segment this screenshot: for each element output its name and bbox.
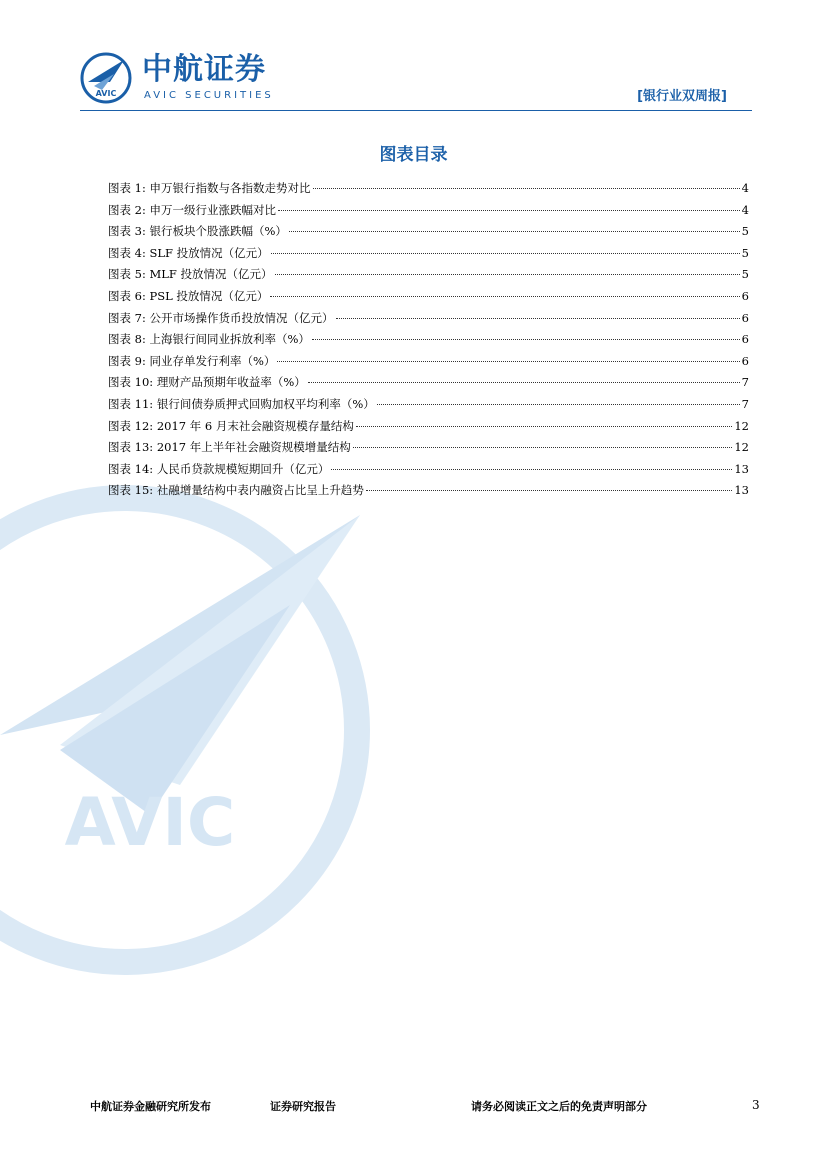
toc-item-label: 图表 5: MLF 投放情况（亿元） [108, 267, 273, 282]
watermark-text: AVIC [64, 784, 236, 861]
toc-item-page: 5 [741, 224, 749, 239]
page-number: 3 [752, 1098, 760, 1112]
logo-english-name: AVIC SECURITIES [144, 90, 274, 101]
toc-leader-dots [312, 325, 740, 340]
company-logo [80, 52, 310, 106]
toc-item-page: 6 [741, 353, 749, 368]
toc-title: 图表目录 [379, 145, 448, 165]
toc-item-page: 13 [734, 461, 749, 476]
toc-item-label: 图表 1: 申万银行指数与各指数走势对比 [108, 181, 311, 195]
table-of-figures [108, 177, 749, 501]
toc-item-page: 12 [734, 440, 749, 455]
toc-item-page: 4 [741, 202, 749, 217]
toc-item[interactable] [108, 479, 749, 501]
toc-leader-dots [278, 196, 740, 211]
toc-leader-dots [289, 217, 740, 232]
toc-item-page: 12 [734, 418, 749, 433]
toc-item-label: 图表 2: 申万一级行业涨跌幅对比 [108, 202, 277, 217]
page-footer [0, 1097, 827, 1117]
toc-item-page: 6 [741, 288, 749, 303]
toc-item-page: 7 [741, 375, 749, 390]
toc-leader-dots [356, 412, 732, 427]
toc-item-label: 图表 6: PSL 投放情况（亿元） [108, 288, 269, 303]
logo-chinese-name: 中航证券 [142, 52, 266, 87]
toc-item-label: 图表 14: 人民币贷款规模短期回升（亿元） [108, 461, 330, 476]
toc-item-label: 图表 9: 同业存单发行利率（%） [108, 353, 276, 368]
toc-item-page: 4 [741, 181, 749, 195]
footer-report-type: 证券研究报告 [270, 1100, 336, 1113]
toc-item-page: 6 [741, 332, 749, 347]
toc-leader-dots [271, 239, 740, 254]
logo-mark-text: AVIC [95, 89, 117, 98]
avic-watermark [0, 485, 370, 975]
toc-leader-dots [353, 433, 733, 448]
toc-leader-dots [277, 347, 739, 362]
footer-disclaimer: 请务必阅读正文之后的免责声明部分 [471, 1100, 647, 1113]
avic-logo-icon [80, 52, 132, 104]
toc-item-label: 图表 15: 社融增量结构中表内融资占比呈上升趋势 [108, 483, 364, 498]
toc-leader-dots [308, 368, 740, 383]
toc-item-label: 图表 3: 银行板块个股涨跌幅（%） [108, 224, 287, 239]
toc-item-label: 图表 10: 理财产品预期年收益率（%） [108, 375, 306, 390]
toc-leader-dots [331, 455, 732, 470]
toc-item-label: 图表 13: 2017 年上半年社会融资规模增量结构 [108, 440, 351, 455]
toc-leader-dots [275, 260, 740, 275]
toc-leader-dots [377, 390, 740, 405]
toc-item-label: 图表 12: 2017 年 6 月末社会融资规模存量结构 [108, 418, 354, 433]
header-divider [80, 110, 752, 111]
footer-publisher: 中航证券金融研究所发布 [90, 1100, 211, 1113]
toc-item-page: 7 [741, 396, 749, 411]
toc-item-label: 图表 8: 上海银行间同业拆放利率（%） [108, 332, 310, 347]
toc-item-page: 13 [734, 483, 749, 498]
toc-item-label: 图表 11: 银行间债券质押式回购加权平均利率（%） [108, 396, 375, 411]
toc-item-page: 5 [741, 245, 749, 260]
toc-leader-dots [270, 282, 739, 297]
toc-item-label: 图表 4: SLF 投放情况（亿元） [108, 245, 269, 260]
toc-leader-dots [336, 304, 740, 319]
toc-item-label: 图表 7: 公开市场操作货币投放情况（亿元） [108, 310, 334, 325]
toc-item-page: 5 [741, 267, 749, 282]
toc-leader-dots [366, 476, 733, 491]
toc-leader-dots [313, 174, 740, 189]
report-category-tag: [银行业双周报] [637, 89, 727, 104]
toc-item-page: 6 [741, 310, 749, 325]
